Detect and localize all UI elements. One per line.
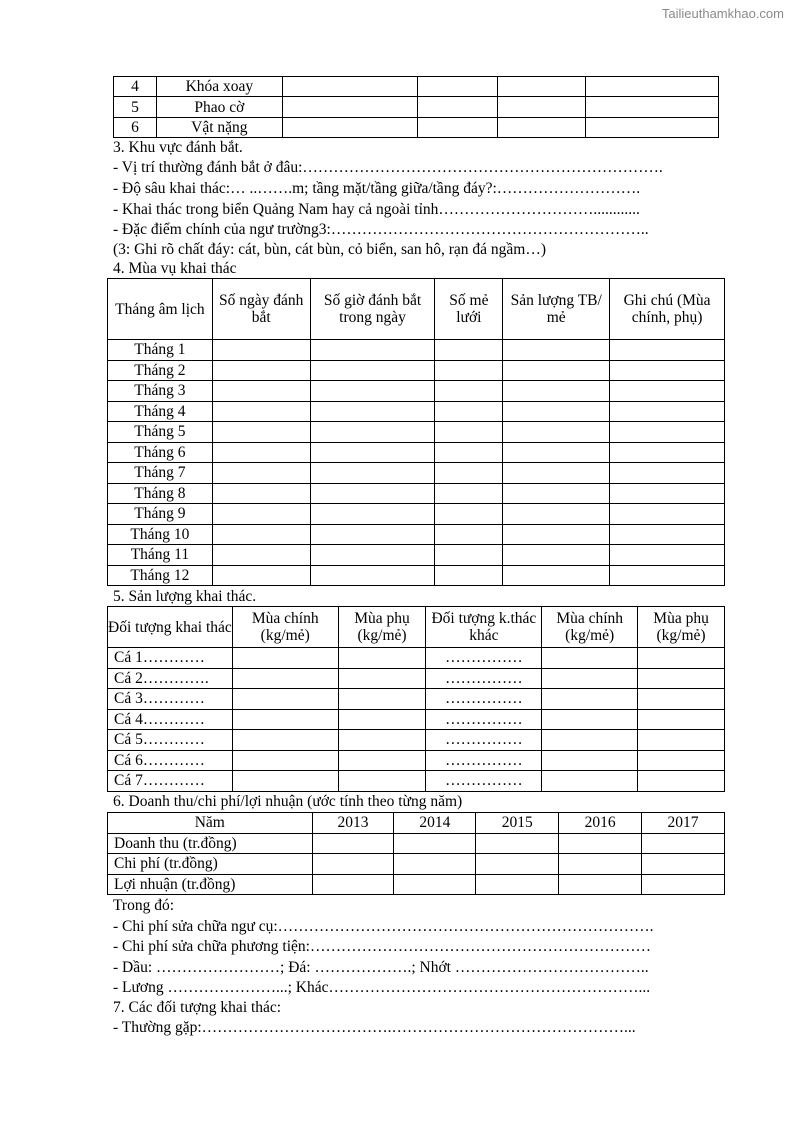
- table-row: [108, 874, 725, 895]
- column-header: Tháng âm lịch: [108, 279, 213, 340]
- empty-cell: [435, 340, 503, 361]
- table-row: [114, 77, 719, 97]
- empty-cell: [476, 874, 559, 895]
- empty-cell: [435, 545, 503, 566]
- column-header: Mùa chính (kg/mẻ): [232, 607, 338, 648]
- empty-cell: [498, 77, 586, 97]
- empty-cell: [638, 709, 725, 730]
- empty-cell: [310, 483, 435, 504]
- table-row: [108, 709, 725, 730]
- other-target: ……………: [426, 689, 542, 710]
- empty-cell: [642, 854, 725, 875]
- section4-title: 4. Mùa vụ khai thác: [113, 260, 237, 277]
- empty-cell: [542, 648, 638, 669]
- column-header: Số ngày đánh bắt: [212, 279, 310, 340]
- month-label: Tháng 10: [108, 524, 213, 545]
- empty-cell: [610, 463, 725, 484]
- empty-cell: [476, 854, 559, 875]
- empty-cell: [610, 360, 725, 381]
- text-line: - Lương …………………...; Khác……………………………………………………...: [113, 979, 651, 996]
- table-row: [108, 689, 725, 710]
- year-header: 2013: [312, 813, 394, 834]
- empty-cell: [610, 545, 725, 566]
- empty-cell: [559, 874, 642, 895]
- text-line: - Thường gặp:……………………………….………………………………………...: [113, 1019, 636, 1036]
- empty-cell: [610, 565, 725, 586]
- empty-cell: [212, 360, 310, 381]
- empty-cell: [503, 442, 610, 463]
- empty-cell: [638, 771, 725, 792]
- row-number: 6: [114, 118, 157, 138]
- empty-cell: [282, 97, 417, 118]
- empty-cell: [610, 483, 725, 504]
- text-line: - Vị trí thường đánh bắt ở đâu:…………………………………………………………….: [113, 159, 663, 176]
- month-label: Tháng 6: [108, 442, 213, 463]
- empty-cell: [310, 401, 435, 422]
- empty-cell: [586, 118, 719, 138]
- empty-cell: [503, 565, 610, 586]
- empty-cell: [282, 118, 417, 138]
- empty-cell: [212, 524, 310, 545]
- empty-cell: [394, 833, 476, 854]
- table-row: [108, 401, 725, 422]
- empty-cell: [338, 648, 426, 669]
- year-header: 2014: [394, 813, 476, 834]
- empty-cell: [338, 668, 426, 689]
- gear-name: Khóa xoay: [156, 77, 282, 97]
- text-line: - Độ sâu khai thác:… ..…….m; tầng mặt/tầng giữa/tầng đáy?:……………………….: [113, 180, 641, 197]
- text-line: - Chi phí sửa chữa ngư cụ:……………………………………………………………….: [113, 918, 654, 935]
- empty-cell: [435, 504, 503, 525]
- empty-cell: [212, 463, 310, 484]
- empty-cell: [503, 422, 610, 443]
- column-header: Năm: [108, 813, 313, 834]
- empty-cell: [435, 524, 503, 545]
- empty-cell: [503, 340, 610, 361]
- column-header: Mùa phụ (kg/mẻ): [638, 607, 725, 648]
- empty-cell: [338, 730, 426, 751]
- empty-cell: [232, 750, 338, 771]
- column-header: Số giờ đánh bắt trong ngày: [310, 279, 435, 340]
- fish-label: Cá 5…………: [108, 730, 233, 751]
- empty-cell: [542, 689, 638, 710]
- month-label: Tháng 5: [108, 422, 213, 443]
- empty-cell: [310, 340, 435, 361]
- table-row: [108, 524, 725, 545]
- empty-cell: [338, 709, 426, 730]
- table-row: [108, 668, 725, 689]
- empty-cell: [232, 730, 338, 751]
- empty-cell: [212, 504, 310, 525]
- empty-cell: [542, 730, 638, 751]
- column-header: Mùa chính (kg/mẻ): [542, 607, 638, 648]
- row-label: Doanh thu (tr.đồng): [108, 833, 313, 854]
- table-row: [108, 504, 725, 525]
- table-row: [108, 442, 725, 463]
- empty-cell: [503, 504, 610, 525]
- empty-cell: [338, 689, 426, 710]
- column-header: Ghi chú (Mùa chính, phụ): [610, 279, 725, 340]
- empty-cell: [232, 668, 338, 689]
- year-header: 2015: [476, 813, 559, 834]
- empty-cell: [542, 668, 638, 689]
- gear-table: [113, 76, 719, 138]
- empty-cell: [338, 750, 426, 771]
- section5-title: 5. Sản lượng khai thác.: [113, 588, 257, 605]
- table-header-row: [108, 813, 725, 834]
- row-number: 5: [114, 97, 157, 118]
- empty-cell: [232, 689, 338, 710]
- empty-cell: [212, 483, 310, 504]
- empty-cell: [638, 648, 725, 669]
- empty-cell: [312, 833, 394, 854]
- empty-cell: [212, 422, 310, 443]
- fish-label: Cá 2………….: [108, 668, 233, 689]
- empty-cell: [282, 77, 417, 97]
- empty-cell: [310, 442, 435, 463]
- month-label: Tháng 3: [108, 381, 213, 402]
- empty-cell: [559, 854, 642, 875]
- empty-cell: [476, 833, 559, 854]
- empty-cell: [610, 504, 725, 525]
- fish-label: Cá 1…………: [108, 648, 233, 669]
- empty-cell: [610, 401, 725, 422]
- row-number: 4: [114, 77, 157, 97]
- fish-label: Cá 4…………: [108, 709, 233, 730]
- column-header: Số mẻ lưới: [435, 279, 503, 340]
- empty-cell: [310, 422, 435, 443]
- empty-cell: [232, 709, 338, 730]
- empty-cell: [435, 422, 503, 443]
- text-line: - Chi phí sửa chữa phương tiện:…………………………………………………………: [113, 938, 651, 955]
- table-row: [108, 750, 725, 771]
- month-label: Tháng 7: [108, 463, 213, 484]
- empty-cell: [642, 833, 725, 854]
- table-row: [108, 483, 725, 504]
- month-label: Tháng 8: [108, 483, 213, 504]
- empty-cell: [586, 77, 719, 97]
- year-header: 2017: [642, 813, 725, 834]
- other-target: ……………: [426, 709, 542, 730]
- empty-cell: [638, 668, 725, 689]
- table-row: [108, 381, 725, 402]
- other-target: ……………: [426, 668, 542, 689]
- empty-cell: [212, 340, 310, 361]
- empty-cell: [232, 771, 338, 792]
- empty-cell: [310, 565, 435, 586]
- row-label: Chi phí (tr.đồng): [108, 854, 313, 875]
- empty-cell: [638, 730, 725, 751]
- season-table: [107, 278, 725, 586]
- table-row: [108, 340, 725, 361]
- empty-cell: [212, 401, 310, 422]
- fish-label: Cá 6…………: [108, 750, 233, 771]
- table-row: [108, 463, 725, 484]
- empty-cell: [610, 442, 725, 463]
- table-row: [108, 833, 725, 854]
- empty-cell: [310, 381, 435, 402]
- column-header: Mùa phụ (kg/mẻ): [338, 607, 426, 648]
- table-row: [108, 545, 725, 566]
- column-header: Sản lượng TB/ mẻ: [503, 279, 610, 340]
- table-row: [114, 97, 719, 118]
- empty-cell: [503, 483, 610, 504]
- gear-name: Vật nặng: [156, 118, 282, 138]
- empty-cell: [435, 442, 503, 463]
- table-row: [114, 118, 719, 138]
- empty-cell: [642, 874, 725, 895]
- empty-cell: [638, 689, 725, 710]
- month-label: Tháng 12: [108, 565, 213, 586]
- empty-cell: [394, 874, 476, 895]
- month-label: Tháng 4: [108, 401, 213, 422]
- empty-cell: [610, 381, 725, 402]
- empty-cell: [435, 381, 503, 402]
- table-header-row: [108, 607, 725, 648]
- section6-title: 6. Doanh thu/chi phí/lợi nhuận (ước tính theo từng năm): [113, 793, 463, 810]
- details-title: Trong đó:: [113, 897, 175, 914]
- table-header-row: [108, 279, 725, 340]
- empty-cell: [542, 709, 638, 730]
- empty-cell: [503, 524, 610, 545]
- other-target: ……………: [426, 750, 542, 771]
- empty-cell: [212, 442, 310, 463]
- empty-cell: [542, 771, 638, 792]
- other-target: ……………: [426, 771, 542, 792]
- empty-cell: [310, 545, 435, 566]
- empty-cell: [312, 854, 394, 875]
- table-row: [108, 730, 725, 751]
- empty-cell: [212, 381, 310, 402]
- empty-cell: [310, 504, 435, 525]
- yield-table: [107, 606, 725, 792]
- watermark: Tailieuthamkhao.com: [661, 6, 784, 21]
- text-line: - Dầu: ……………………; Đá: ……………….; Nhớt ………………………………..: [113, 959, 649, 976]
- empty-cell: [435, 483, 503, 504]
- month-label: Tháng 1: [108, 340, 213, 361]
- text-line: - Đặc điểm chính của ngư trường3:……………………………………………………..: [113, 221, 649, 238]
- empty-cell: [559, 833, 642, 854]
- empty-cell: [542, 750, 638, 771]
- text-line: (3: Ghi rõ chất đáy: cát, bùn, cát bùn, cỏ biển, san hô, rạn đá ngầm…): [113, 241, 547, 258]
- other-target: ……………: [426, 648, 542, 669]
- empty-cell: [503, 360, 610, 381]
- empty-cell: [503, 463, 610, 484]
- other-target: ……………: [426, 730, 542, 751]
- finance-table: [107, 812, 725, 895]
- empty-cell: [338, 771, 426, 792]
- empty-cell: [417, 97, 498, 118]
- table-row: [108, 648, 725, 669]
- fish-label: Cá 7…………: [108, 771, 233, 792]
- row-label: Lợi nhuận (tr.đồng): [108, 874, 313, 895]
- fish-label: Cá 3…………: [108, 689, 233, 710]
- empty-cell: [212, 545, 310, 566]
- empty-cell: [498, 118, 586, 138]
- empty-cell: [610, 422, 725, 443]
- empty-cell: [417, 77, 498, 97]
- empty-cell: [503, 381, 610, 402]
- empty-cell: [310, 463, 435, 484]
- month-label: Tháng 11: [108, 545, 213, 566]
- month-label: Tháng 9: [108, 504, 213, 525]
- column-header: Đối tượng khai thác: [108, 607, 233, 648]
- table-row: [108, 422, 725, 443]
- empty-cell: [638, 750, 725, 771]
- table-row: [108, 360, 725, 381]
- column-header: Đối tượng k.thác khác: [426, 607, 542, 648]
- empty-cell: [310, 360, 435, 381]
- empty-cell: [394, 854, 476, 875]
- empty-cell: [503, 401, 610, 422]
- empty-cell: [435, 360, 503, 381]
- empty-cell: [212, 565, 310, 586]
- gear-name: Phao cờ: [156, 97, 282, 118]
- month-label: Tháng 2: [108, 360, 213, 381]
- empty-cell: [435, 401, 503, 422]
- empty-cell: [312, 874, 394, 895]
- empty-cell: [503, 545, 610, 566]
- empty-cell: [498, 97, 586, 118]
- table-row: [108, 565, 725, 586]
- empty-cell: [435, 565, 503, 586]
- empty-cell: [586, 97, 719, 118]
- empty-cell: [310, 524, 435, 545]
- text-line: - Khai thác trong biển Quảng Nam hay cả ngoài tỉnh…………………………............: [113, 201, 640, 218]
- empty-cell: [610, 524, 725, 545]
- section3-title: 3. Khu vực đánh bắt.: [113, 139, 243, 156]
- empty-cell: [610, 340, 725, 361]
- section7-title: 7. Các đối tượng khai thác:: [113, 999, 282, 1016]
- year-header: 2016: [559, 813, 642, 834]
- empty-cell: [417, 118, 498, 138]
- empty-cell: [232, 648, 338, 669]
- table-row: [108, 771, 725, 792]
- empty-cell: [435, 463, 503, 484]
- table-row: [108, 854, 725, 875]
